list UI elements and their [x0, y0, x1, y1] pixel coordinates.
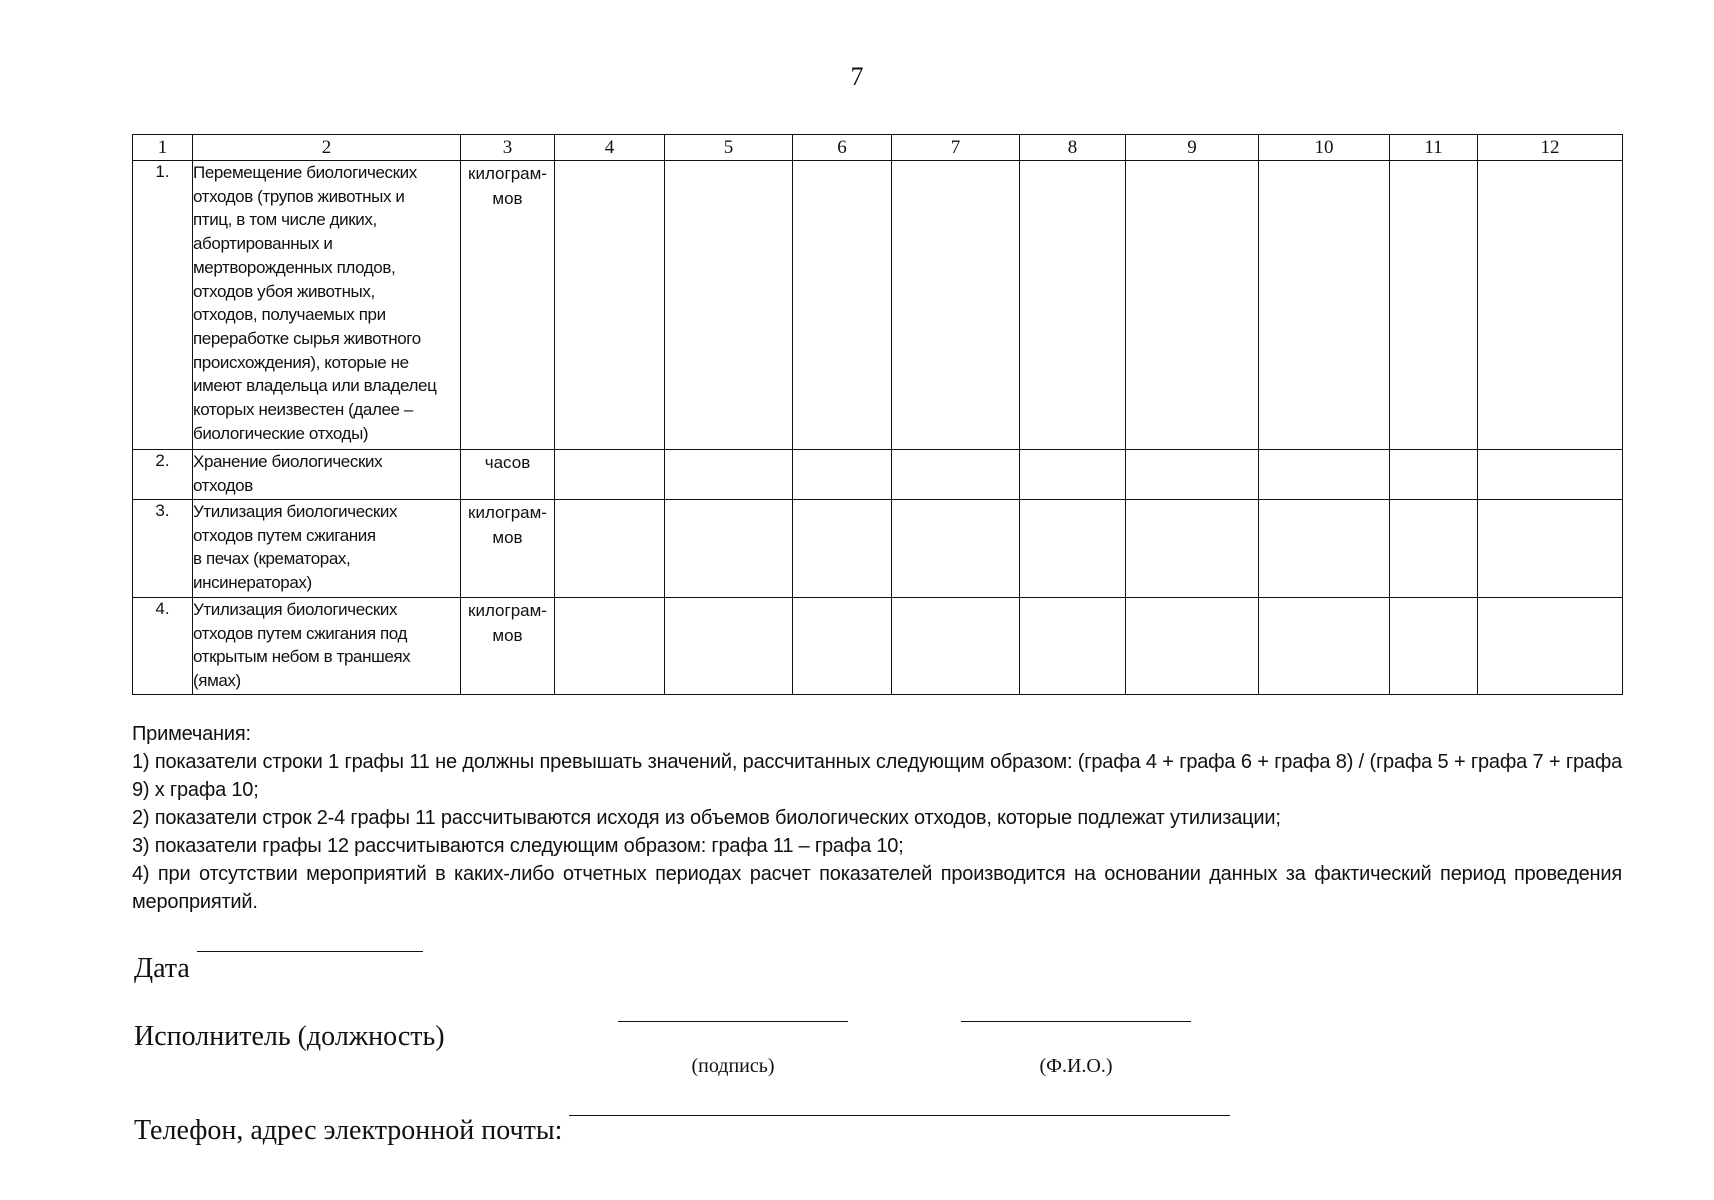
row-name-line: птиц, в том числе диких, — [193, 210, 377, 230]
table-cell — [892, 161, 1020, 450]
row-name-line: которых неизвестен (далее – — [193, 400, 413, 420]
row-unit — [461, 500, 555, 598]
table-cell — [1020, 598, 1126, 695]
row-name-line: инсинераторах) — [193, 573, 312, 593]
row-name-line: отходов убоя животных, — [193, 281, 375, 301]
row-number: 2. — [133, 450, 193, 500]
row-name-line: в печах (крематорах, — [193, 549, 351, 569]
date-blank-line — [197, 951, 423, 952]
row-unit-line: часов — [484, 453, 531, 472]
column-header: 3 — [461, 135, 555, 161]
row-name — [193, 161, 461, 450]
table-cell — [1478, 161, 1623, 450]
column-header: 10 — [1259, 135, 1390, 161]
row-name-line: Перемещение биологических — [193, 163, 417, 182]
note-item: 2) показатели строк 2-4 графы 11 рассчитываются исходя из объемов биологических отходов, которые подлежат утилизации; — [132, 807, 1281, 829]
column-header: 11 — [1390, 135, 1478, 161]
note-item: 4) при отсутствии мероприятий в каких-либо отчетных периодах расчет показателей производится на основании данных за фактический период проведения мероприятий. — [132, 863, 1622, 913]
row-name-line: отходов, получаемых при — [193, 305, 386, 325]
column-header: 8 — [1020, 135, 1126, 161]
row-name-line: отходов путем сжигания — [193, 525, 376, 545]
row-unit-line: мов — [492, 189, 523, 208]
row-unit — [461, 161, 555, 450]
table-cell — [793, 598, 892, 695]
table-header-row — [133, 135, 1623, 161]
table-cell — [793, 500, 892, 598]
notes-section — [132, 720, 1622, 916]
table-cell — [892, 500, 1020, 598]
table-cell — [1478, 598, 1623, 695]
row-number: 1. — [133, 161, 193, 450]
table-cell — [665, 598, 793, 695]
table-row — [133, 450, 1623, 500]
row-name-line: абортированных и — [193, 234, 333, 254]
name-caption: (Ф.И.О.) — [1039, 1055, 1113, 1077]
table-cell — [793, 161, 892, 450]
row-name-line: Хранение биологических — [193, 452, 383, 471]
table-cell — [892, 598, 1020, 695]
row-name-line: (ямах) — [193, 671, 241, 691]
column-header: 7 — [892, 135, 1020, 161]
table-cell — [1478, 450, 1623, 500]
row-unit-line: мов — [492, 626, 523, 645]
row-unit — [461, 598, 555, 695]
table-cell — [892, 450, 1020, 500]
row-name-line: Утилизация биологических — [193, 600, 398, 619]
executor-label: Исполнитель (должность) — [134, 1021, 445, 1052]
table-cell — [665, 161, 793, 450]
table-cell — [555, 500, 665, 598]
table-cell — [665, 500, 793, 598]
row-name-line: мертворожденных плодов, — [193, 257, 396, 277]
row-name — [193, 450, 461, 500]
row-number: 4. — [133, 598, 193, 695]
report-table — [132, 134, 1623, 695]
row-name-line: открытым небом в траншеях — [193, 647, 411, 667]
row-name-line: биологические отходы) — [193, 423, 369, 443]
table-cell — [1020, 161, 1126, 450]
table-cell — [1126, 450, 1259, 500]
row-name-line: отходов путем сжигания под — [193, 623, 408, 643]
table-cell — [1020, 450, 1126, 500]
signature-caption: (подпись) — [691, 1055, 775, 1077]
page-number: 7 — [850, 62, 864, 91]
table-cell — [1126, 598, 1259, 695]
table-cell — [1020, 500, 1126, 598]
table-cell — [1259, 598, 1390, 695]
column-header: 4 — [555, 135, 665, 161]
table-cell — [555, 450, 665, 500]
contact-label: Телефон, адрес электронной почты: — [134, 1115, 563, 1146]
table-cell — [1126, 161, 1259, 450]
table-cell — [1259, 450, 1390, 500]
notes-title: Примечания: — [132, 723, 251, 745]
column-header: 5 — [665, 135, 793, 161]
row-name-line: Утилизация биологических — [193, 502, 398, 521]
row-name-line: отходов (трупов животных и — [193, 186, 405, 206]
row-name-line: имеют владельца или владелец — [193, 376, 437, 396]
table-cell — [1390, 500, 1478, 598]
table-cell — [1478, 500, 1623, 598]
note-item: 3) показатели графы 12 рассчитываются следующим образом: графа 11 – графа 10; — [132, 835, 904, 857]
row-name-line: отходов — [193, 475, 253, 495]
table-row — [133, 500, 1623, 598]
table-row — [133, 598, 1623, 695]
row-name — [193, 598, 461, 695]
table-cell — [555, 598, 665, 695]
row-name-line: переработке сырья животного — [193, 328, 421, 348]
row-number: 3. — [133, 500, 193, 598]
row-unit-line: килограм- — [468, 601, 547, 620]
date-label: Дата — [134, 953, 190, 984]
table-cell — [1390, 598, 1478, 695]
table-cell — [793, 450, 892, 500]
row-unit-line: килограм- — [468, 503, 547, 522]
row-unit-line: мов — [492, 528, 523, 547]
signature-blank-line — [618, 1021, 848, 1022]
row-name — [193, 500, 461, 598]
name-blank-line — [961, 1021, 1191, 1022]
column-header: 12 — [1478, 135, 1623, 161]
note-item: 1) показатели строки 1 графы 11 не должны превышать значений, рассчитанных следующим образом: (графа 4 + графа 6 + графа 8) / (графа 5 + графа 7 + графа 9) x графа 10; — [132, 751, 1622, 801]
table-cell — [1126, 500, 1259, 598]
contact-blank-line — [569, 1115, 1230, 1116]
table-cell — [665, 450, 793, 500]
row-unit-line: килограм- — [468, 164, 547, 183]
column-header: 6 — [793, 135, 892, 161]
row-name-line: происхождения), которые не — [193, 352, 409, 372]
table-cell — [1390, 161, 1478, 450]
table-cell — [1259, 500, 1390, 598]
column-header: 2 — [193, 135, 461, 161]
table-cell — [1259, 161, 1390, 450]
table-cell — [555, 161, 665, 450]
table-cell — [1390, 450, 1478, 500]
column-header: 1 — [133, 135, 193, 161]
table-row — [133, 161, 1623, 450]
column-header: 9 — [1126, 135, 1259, 161]
row-unit — [461, 450, 555, 500]
